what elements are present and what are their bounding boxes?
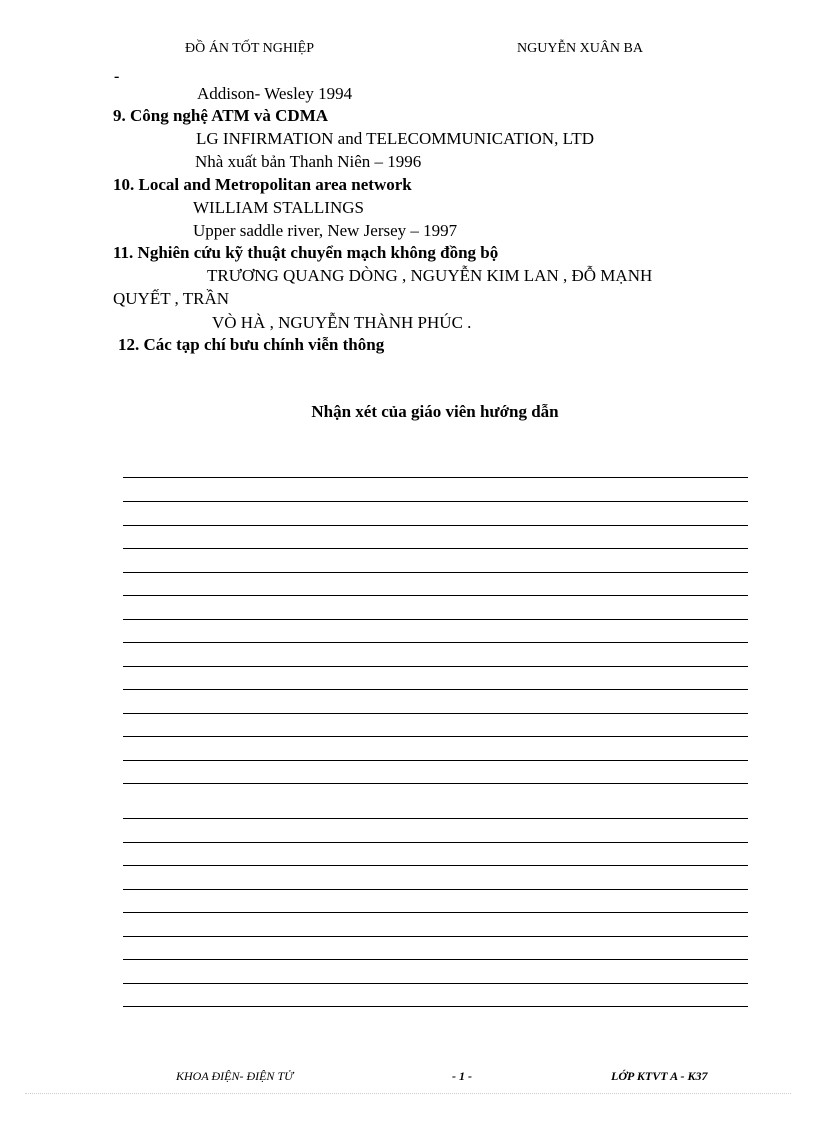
comment-line bbox=[123, 689, 748, 690]
ref-item-12-title: 12. Các tạp chí bưu chính viễn thông bbox=[118, 335, 385, 354]
comment-line bbox=[123, 477, 748, 478]
ref-item-11-line-2: QUYẾT , TRẦN bbox=[113, 289, 230, 308]
bullet-dash: - bbox=[114, 68, 120, 85]
comment-line bbox=[123, 595, 748, 596]
comment-line bbox=[123, 842, 748, 843]
comment-line bbox=[123, 865, 748, 866]
ref-item-10-line-2: Upper saddle river, New Jersey – 1997 bbox=[193, 221, 458, 240]
comment-line bbox=[123, 619, 748, 620]
ref-item-9-title: 9. Công nghệ ATM và CDMA bbox=[113, 106, 329, 125]
footer-left: KHOA ĐIỆN- ĐIỆN TỬ bbox=[176, 1069, 294, 1083]
comment-line bbox=[123, 525, 748, 526]
comment-line bbox=[123, 818, 748, 819]
comment-line bbox=[123, 983, 748, 984]
ref-item-9-line-2: Nhà xuất bản Thanh Niên – 1996 bbox=[195, 152, 422, 171]
comment-line bbox=[123, 736, 748, 737]
ref-item-11-line-3: VÒ HÀ , NGUYỄN THÀNH PHÚC . bbox=[212, 313, 472, 332]
ref-item-10-line-1: WILLIAM STALLINGS bbox=[193, 198, 364, 217]
comment-line bbox=[123, 572, 748, 573]
ref-item-11-title: 11. Nghiên cứu kỹ thuật chuyển mạch không đồng bộ bbox=[113, 243, 499, 262]
ref-item-11-line-1: TRƯƠNG QUANG DÒNG , NGUYỄN KIM LAN , ĐỖ MẠNH bbox=[207, 266, 653, 285]
comment-line bbox=[123, 548, 748, 549]
footer-right: LỚP KTVT A - K37 bbox=[611, 1069, 708, 1083]
comment-line bbox=[123, 666, 748, 667]
ref-item-10-title: 10. Local and Metropolitan area network bbox=[113, 175, 412, 194]
header-left: ĐỒ ÁN TỐT NGHIỆP bbox=[185, 41, 314, 56]
review-heading: Nhận xét của giáo viên hướng dẫn bbox=[311, 402, 559, 421]
comment-line bbox=[123, 912, 748, 913]
ref-line-addison: Addison- Wesley 1994 bbox=[197, 84, 353, 103]
comment-line bbox=[123, 642, 748, 643]
comment-line bbox=[123, 1006, 748, 1007]
ref-item-9-line-1: LG INFIRMATION and TELECOMMUNICATION, LTD bbox=[196, 129, 595, 148]
comment-line bbox=[123, 501, 748, 502]
comment-line bbox=[123, 936, 748, 937]
comment-line bbox=[123, 760, 748, 761]
comment-line bbox=[123, 783, 748, 784]
footer-page-number: - 1 - bbox=[452, 1069, 472, 1083]
comment-line bbox=[123, 889, 748, 890]
page-bottom-border bbox=[25, 1093, 791, 1094]
comment-line bbox=[123, 713, 748, 714]
header-right: NGUYỄN XUÂN BA bbox=[517, 41, 643, 56]
comment-line bbox=[123, 959, 748, 960]
